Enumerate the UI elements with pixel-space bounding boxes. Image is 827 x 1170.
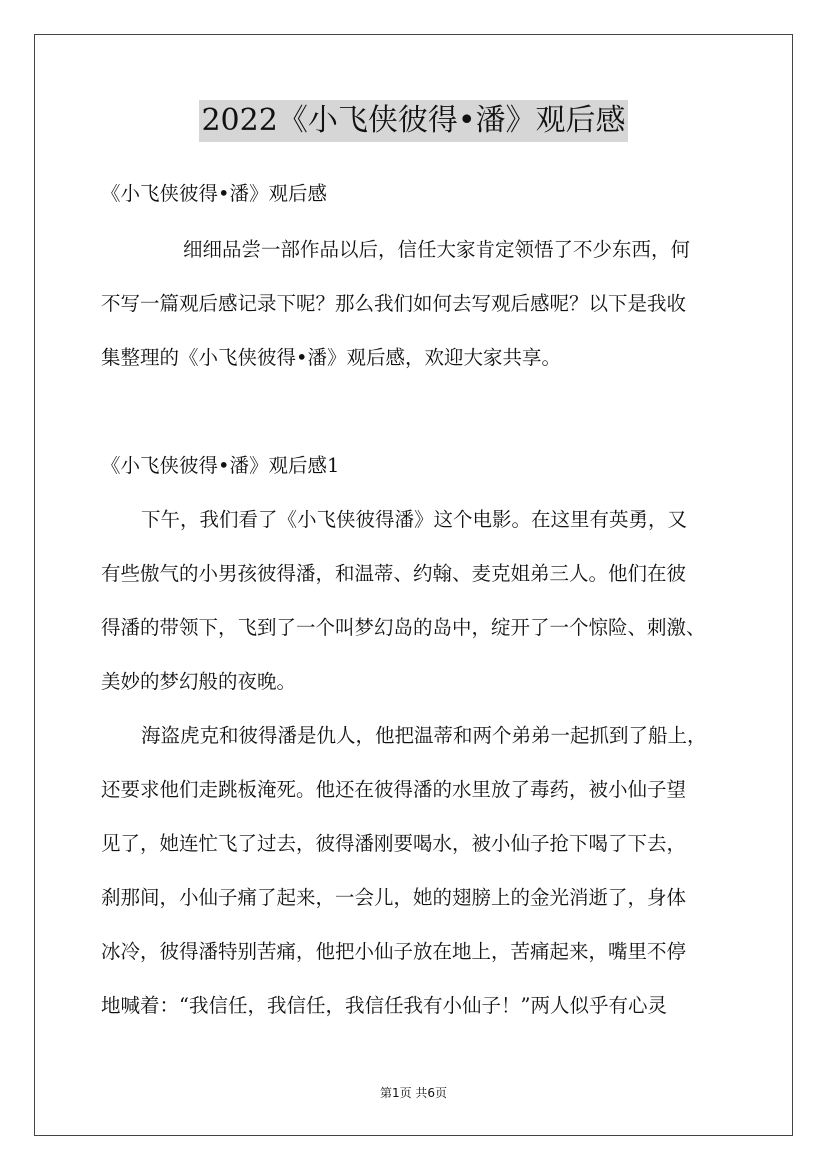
- paragraph-line: 冰冷，彼得潘特别苦痛，他把小仙子放在地上，苦痛起来，嘴里不停: [101, 940, 687, 963]
- paragraph-line: 得潘的带领下，飞到了一个叫梦幻岛的岛中，绽开了一个惊险、刺激、: [101, 616, 706, 639]
- document-subtitle: 《小飞侠彼得•潘》观后感: [101, 182, 328, 205]
- paragraph-line: 美妙的梦幻般的夜晚。: [101, 670, 297, 693]
- document-title: 2022《小飞侠彼得•潘》观后感: [199, 100, 627, 142]
- paragraph-line: 有些傲气的小男孩彼得潘，和温蒂、约翰、麦克姐弟三人。他们在彼: [101, 562, 687, 585]
- intro-line: 集整理的《小飞侠彼得•潘》观后感，欢迎大家共享。: [101, 346, 562, 369]
- intro-line: 细细品尝一部作品以后，信任大家肯定领悟了不少东西，何: [183, 238, 691, 261]
- intro-line: 不写一篇观后感记录下呢？那么我们如何去写观后感呢？以下是我收: [101, 292, 687, 315]
- paragraph-line: 见了，她连忙飞了过去，彼得潘刚要喝水，被小仙子抢下喝了下去，: [101, 832, 687, 855]
- paragraph-line: 下午，我们看了《小飞侠彼得潘》这个电影。在这里有英勇，又: [141, 508, 688, 531]
- page-number-footer: 第1页 共6页: [379, 1086, 448, 1100]
- paragraph-line: 刹那间，小仙子痛了起来，一会儿，她的翅膀上的金光消逝了，身体: [101, 886, 687, 909]
- title-container: [0, 100, 827, 142]
- paragraph-line: 还要求他们走跳板淹死。他还在彼得潘的水里放了毒药，被小仙子望: [101, 778, 687, 801]
- section-heading: 《小飞侠彼得•潘》观后感1: [101, 454, 340, 477]
- paragraph-line: 地喊着：“我信任，我信任，我信任我有小仙子！”两人似乎有心灵: [101, 994, 667, 1017]
- paragraph-line: 海盗虎克和彼得潘是仇人，他把温蒂和两个弟弟一起抓到了船上，: [141, 724, 707, 747]
